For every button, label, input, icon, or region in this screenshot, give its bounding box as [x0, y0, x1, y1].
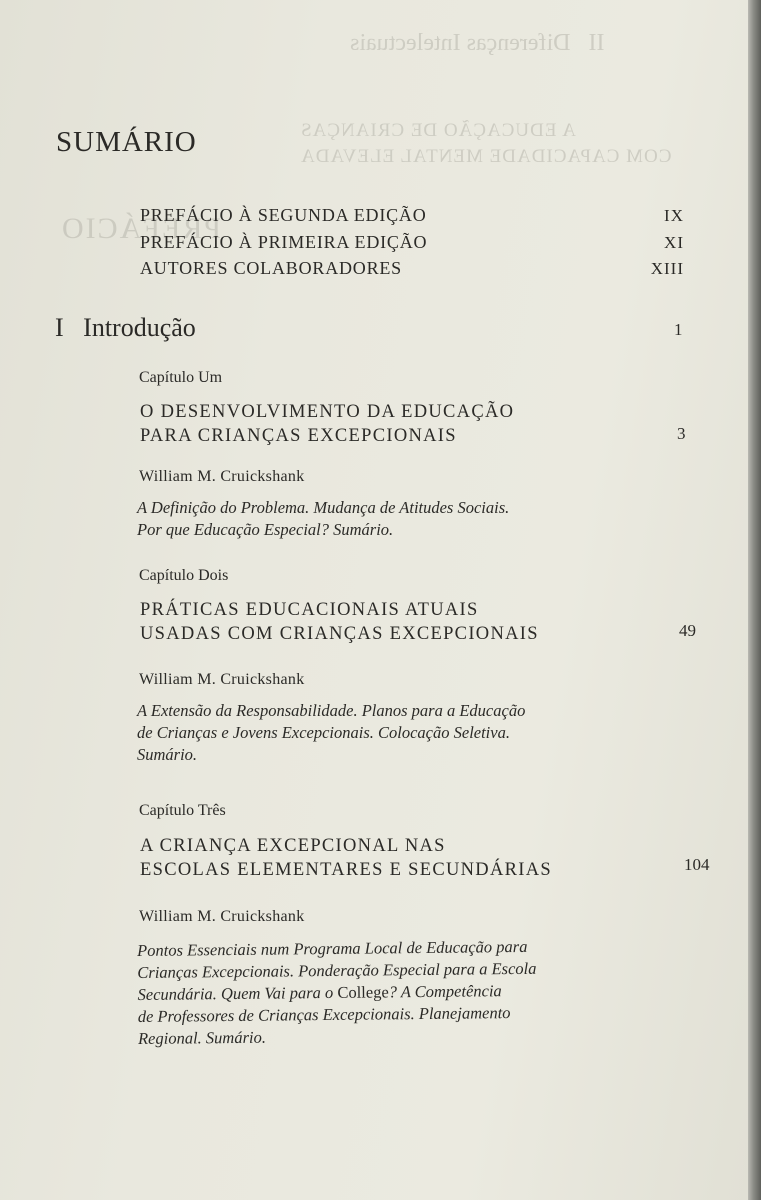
chapter-title: [140, 598, 539, 646]
chapter-page-number: 104: [684, 855, 710, 874]
part-page-number: 1: [674, 320, 683, 339]
show-through-text: A EDUCAÇÃO DE CRIANÇAS: [300, 120, 576, 141]
topic-line: de Crianças e Jovens Excepcionais. Colocação Seletiva.: [137, 723, 510, 742]
toc-page-number: XI: [664, 233, 684, 252]
topic-line: A Extensão da Responsabilidade. Planos para a Educação: [137, 701, 526, 720]
chapter-topics: [137, 936, 537, 1050]
chapter-author: William M. Cruickshank: [139, 468, 305, 485]
chapter-title-line: ESCOLAS ELEMENTARES E SECUNDÁRIAS: [140, 860, 552, 880]
chapter-title: [140, 400, 514, 448]
chapter-title-line: PRÁTICAS EDUCACIONAIS ATUAIS: [140, 600, 479, 620]
chapter-title-line: USADAS COM CRIANÇAS EXCEPCIONAIS: [140, 624, 539, 644]
chapter-author: William M. Cruickshank: [139, 671, 305, 688]
topic-text: ? A Competência: [388, 981, 502, 1002]
topic-upright-word: College: [337, 982, 389, 1002]
topic-line: Sumário.: [137, 745, 198, 764]
chapter-page-number: 3: [677, 424, 686, 443]
page-edge: [748, 0, 761, 1200]
topic-line: Por que Educação Especial? Sumário.: [137, 520, 394, 539]
topic-line: Pontos Essenciais num Programa Local de Educação para: [137, 936, 528, 960]
chapter-title-line: O DESENVOLVIMENTO DA EDUCAÇÃO: [140, 402, 515, 422]
chapter-title-line: PARA CRIANÇAS EXCEPCIONAIS: [140, 426, 457, 446]
topic-line: Regional. Sumário.: [137, 1027, 266, 1048]
chapter-topics: [137, 700, 525, 766]
chapter-title: [140, 834, 552, 882]
chapter-label: Capítulo Três: [139, 802, 226, 819]
toc-entry-prefacio-primeira: PREFÁCIO À PRIMEIRA EDIÇÃO: [140, 232, 428, 252]
topic-text: Secundária. Quem Vai para o: [137, 982, 338, 1004]
show-through-text: COM CAPACIDADE MENTAL ELEVADA: [300, 146, 672, 167]
toc-page-number: IX: [664, 206, 684, 225]
show-through-text: PREFÁCIO: [60, 212, 222, 245]
page-title: SUMÁRIO: [56, 126, 197, 158]
chapter-label: Capítulo Um: [139, 369, 223, 386]
part-numeral: I: [55, 313, 64, 342]
chapter-topics: [137, 497, 509, 541]
chapter-title-line: A CRIANÇA EXCEPCIONAL NAS: [140, 836, 446, 856]
topic-line: A Definição do Problema. Mudança de Atitudes Sociais.: [137, 498, 510, 517]
chapter-page-number: 49: [679, 621, 696, 640]
topic-line: de Professores de Crianças Excepcionais. Planejamento: [137, 1003, 511, 1026]
chapter-label: Capítulo Dois: [139, 567, 229, 584]
toc-page-number: XIII: [650, 259, 684, 278]
part-title: Introdução: [83, 313, 196, 342]
toc-entry-autores: AUTORES COLABORADORES: [140, 258, 402, 278]
show-through-text: II Diferenças Intelectuais: [350, 30, 605, 56]
chapter-author: William M. Cruickshank: [139, 908, 305, 925]
topic-line: Crianças Excepcionais. Ponderação Especial para a Escola: [137, 958, 537, 982]
part-heading: [55, 313, 196, 343]
toc-entry-prefacio-segunda: PREFÁCIO À SEGUNDA EDIÇÃO: [140, 205, 427, 225]
